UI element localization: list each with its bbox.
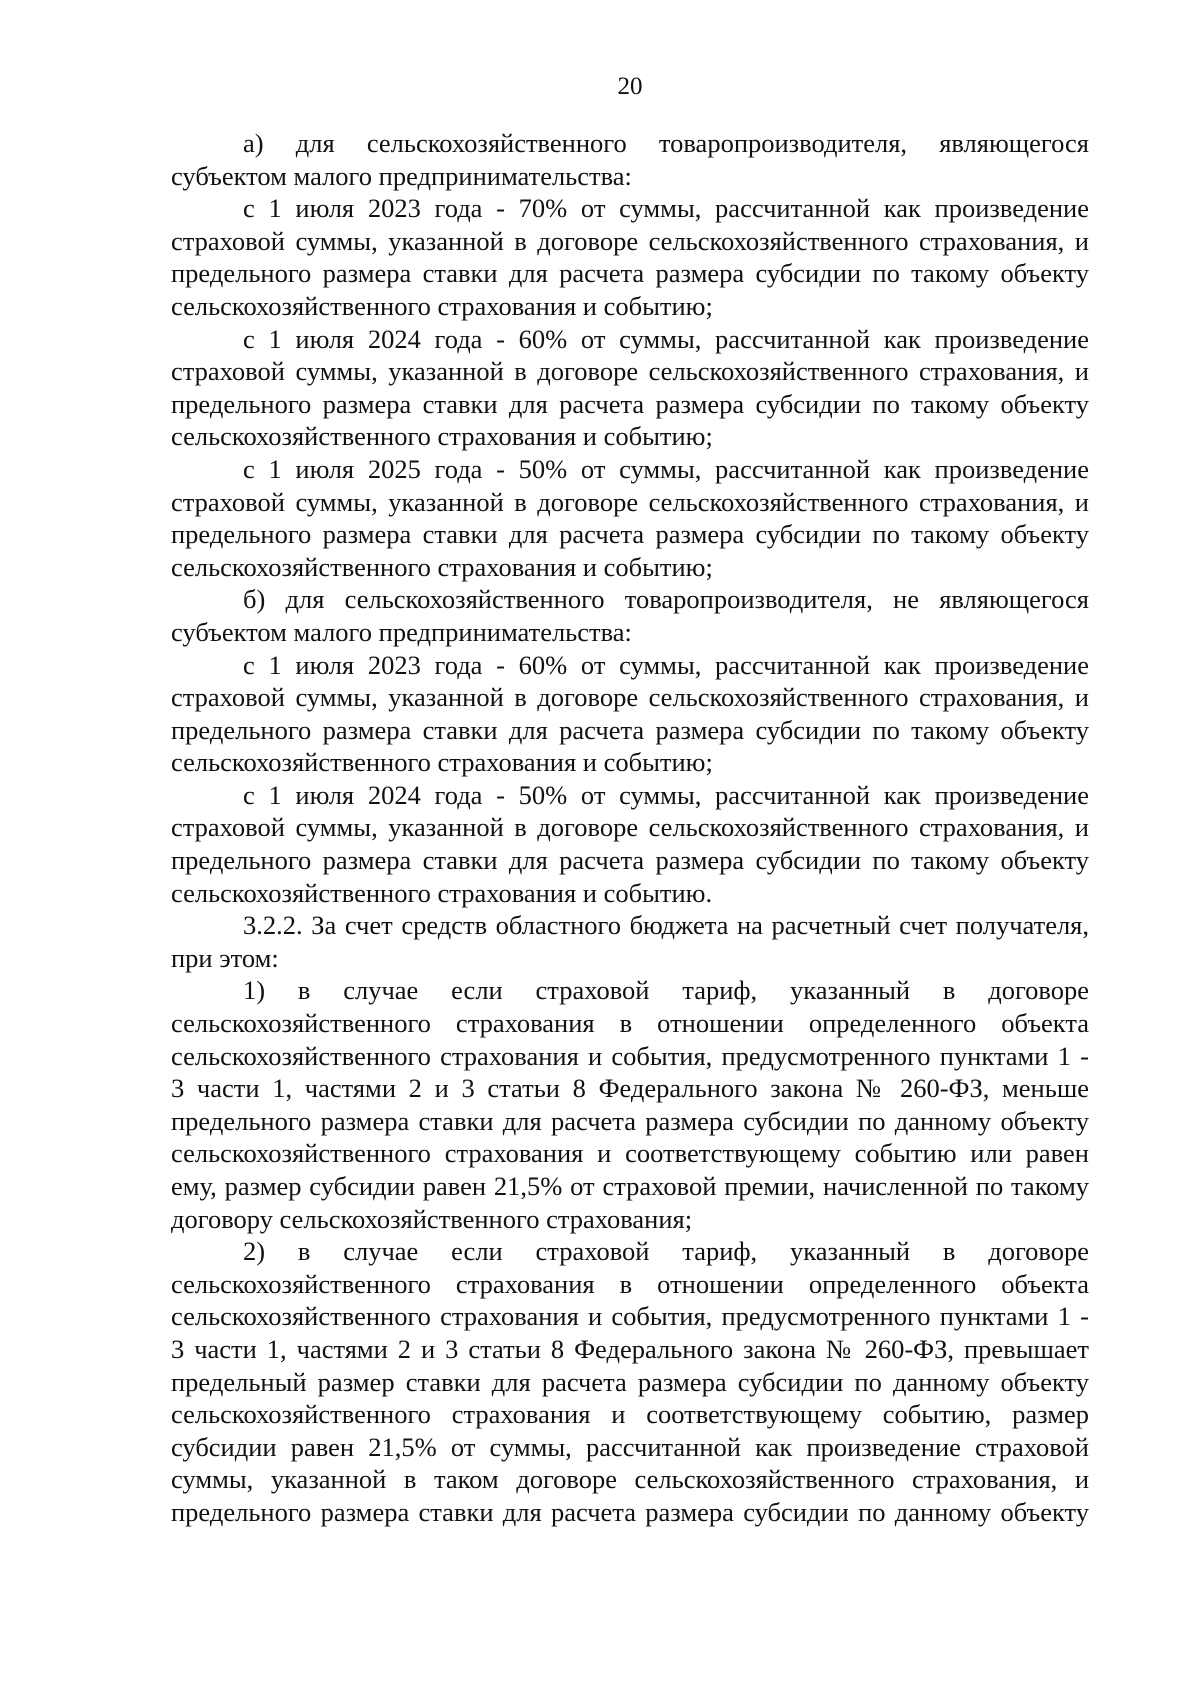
document-body: [171, 127, 1089, 1529]
paragraph-a-small-business: а) для сельскохозяйственного товаропроизводителя, являющегося субъектом малого предпринимательства:: [171, 128, 1089, 191]
paragraph-b-2024: с 1 июля 2024 года - 50% от суммы, рассчитанной как произведение страховой суммы, указанной в договоре сельскохозяйственного страхования, и предельного размера ставки для расчета размера субсидии по такому объекту сельскохозяйственного страхования и событию.: [171, 779, 1089, 908]
paragraph-b-not-small-business: б) для сельскохозяйственного товаропроизводителя, не являющегося субъектом малого предпринимательства:: [171, 584, 1089, 647]
page-number: 20: [617, 73, 643, 100]
paragraph-item-1: 1) в случае если страховой тариф, указанный в договоре сельскохозяйственного страхования в отношении определенного объекта сельскохозяйственного страхования и события, предусмотренного пунктами 1 - 3 части 1, частями 2 и 3 статьи 8 Федерального закона № 260-ФЗ, меньше предельного размера ставки для расчета размера субсидии по данному объекту сельскохозяйственного страхования и соответствующему событию или равен ему, размер субсидии равен 21,5% от страховой премии, начисленной по такому договору сельскохозяйственного страхования;: [171, 975, 1089, 1234]
paragraph-a-2023: с 1 июля 2023 года - 70% от суммы, рассчитанной как произведение страховой суммы, указанной в договоре сельскохозяйственного страхования, и предельного размера ставки для расчета размера субсидии по такому объекту сельскохозяйственного страхования и событию;: [171, 193, 1089, 321]
paragraph-a-2024: с 1 июля 2024 года - 60% от суммы, рассчитанной как произведение страховой суммы, указанной в договоре сельскохозяйственного страхования, и предельного размера ставки для расчета размера субсидии по такому объекту сельскохозяйственного страхования и событию;: [171, 323, 1089, 452]
paragraph-a-2025: с 1 июля 2025 года - 50% от суммы, рассчитанной как произведение страховой суммы, указанной в договоре сельскохозяйственного страхования, и предельного размера ставки для расчета размера субсидии по такому объекту сельскохозяйственного страхования и событию;: [171, 453, 1089, 582]
paragraph-3-2-2: 3.2.2. За счет средств областного бюджета на расчетный счет получателя, при этом:: [171, 910, 1089, 973]
paragraph-item-2: 2) в случае если страховой тариф, указанный в договоре сельскохозяйственного страхования в отношении определенного объекта сельскохозяйственного страхования и события, предусмотренного пунктами 1 - 3 части 1, частями 2 и 3 статьи 8 Федерального закона № 260-ФЗ, превышает предельный размер ставки для расчета размера субсидии по данному объекту сельскохозяйственного страхования и соответствующему событию, размер субсидии равен 21,5% от суммы, рассчитанной как произведение страховой суммы, указанной в таком договоре сельскохозяйственного страхования, и предельного размера ставки для расчета размера субсидии по данному объекту: [171, 1236, 1089, 1527]
paragraph-b-2023: с 1 июля 2023 года - 60% от суммы, рассчитанной как произведение страховой суммы, указанной в договоре сельскохозяйственного страхования, и предельного размера ставки для расчета размера субсидии по такому объекту сельскохозяйственного страхования и событию;: [171, 649, 1089, 778]
